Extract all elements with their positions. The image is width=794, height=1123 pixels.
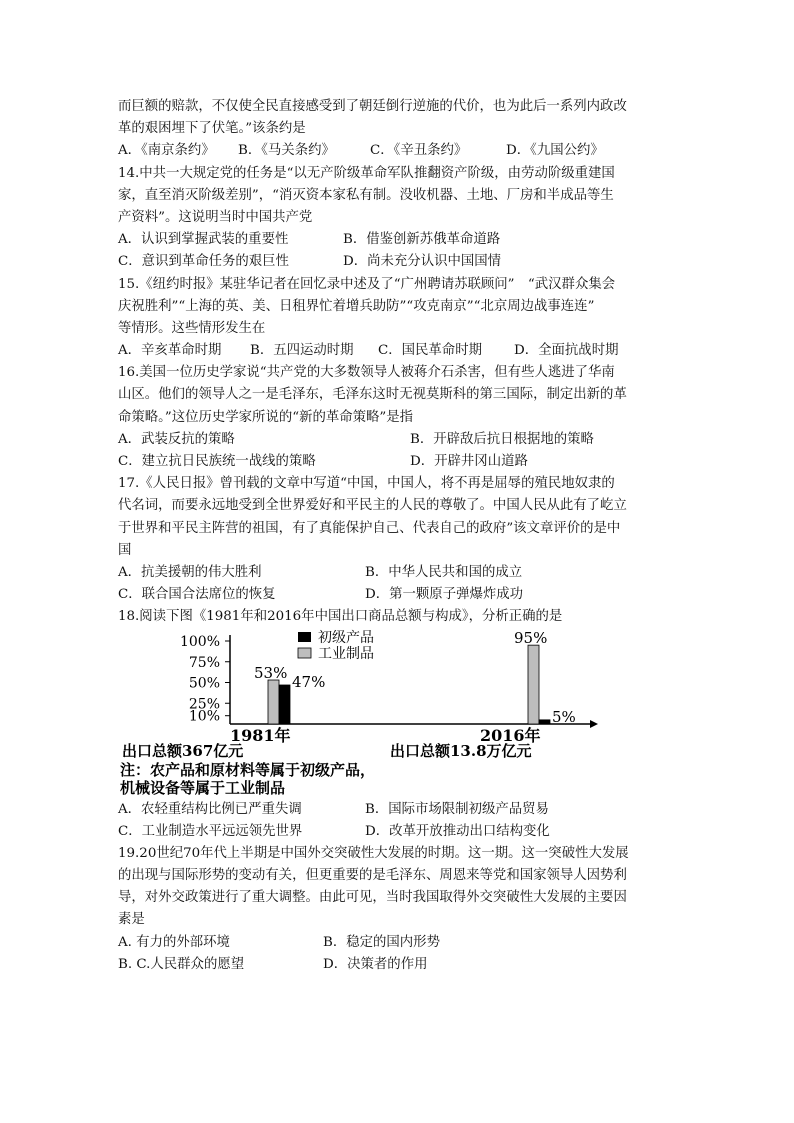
total-1981: 出口总额367亿元 (122, 741, 244, 760)
text-line: 而巨额的赔款，不仅使全民直接感受到了朝廷倒行逆施的代价，也为此后一系列内政改 (118, 99, 627, 114)
bar-value-label: 53% (254, 663, 288, 682)
y-tick-label: 100% (179, 633, 220, 650)
text-line: 产资料”。这说明当时中国共产党 (118, 209, 313, 225)
option-a: A．《南京条约》 (118, 143, 215, 159)
text-line: 18.阅读下图《1981年和2016年中国出口商品总额与构成》，分析正确的是 (118, 609, 563, 625)
y-tick-label: 10% (188, 708, 220, 725)
option-b: B．借鉴创新苏俄革命道路 (343, 232, 501, 248)
question-16-options-row2 (118, 451, 683, 473)
text-line: 等情形。这些情形发生在 (118, 320, 266, 336)
bar-primary-1 (539, 719, 550, 723)
option-d: D．开辟井冈山道路 (410, 454, 528, 469)
question-14-options-row1 (118, 229, 683, 251)
option-a: A．武装反抗的策略 (118, 431, 235, 447)
chart-note-line-2: 机械设备等属于工业制品 (120, 778, 286, 797)
x-category-label: 2016年 (480, 725, 541, 745)
option-c: C．意识到革命任务的艰巨性 (118, 254, 289, 270)
question-18-options-row2 (118, 821, 683, 843)
option-a: A．农轻重结构比例已严重失调 (118, 801, 302, 817)
option-a: A．辛亥革命时期 (118, 343, 222, 359)
question-17-stem (118, 473, 683, 562)
bar-value-label: 5% (552, 707, 576, 726)
question-17-options-row2 (118, 584, 683, 606)
text-line: 命策略。”这位历史学家所说的“新的革命策略”是指 (118, 409, 414, 425)
option-d: D．《九国公约》 (506, 143, 604, 159)
total-2016: 出口总额13.8万亿元 (390, 741, 532, 760)
text-line: 于世界和平民主阵营的祖国，有了真能保护自己、代表自己的政府”该文章评价的是中 (118, 520, 621, 536)
text-line: 国 (118, 542, 132, 558)
option-a: A．认识到掌握武装的重要性 (118, 232, 289, 248)
question-13-options (118, 140, 683, 162)
question-18-options-row1 (118, 799, 683, 821)
bar-industrial-1 (528, 645, 539, 724)
option-d: D．改革开放推动出口结构变化 (365, 823, 550, 839)
question-16-options-row1 (118, 429, 683, 451)
legend-swatch-primary (298, 632, 311, 642)
option-d: D．全面抗战时期 (514, 343, 619, 359)
bar-primary-0 (279, 684, 290, 723)
text-line: 家，直至消灭阶级差别”，“消灭资本家私有制。没收机器、土地、厂房和半成品等生 (118, 187, 614, 203)
question-17-options-row1 (118, 562, 683, 584)
option-d: D．第一颗原子弹爆炸成功 (365, 587, 524, 603)
option-c: C．《辛丑条约》 (370, 143, 468, 159)
legend-label-primary: 初级产品 (318, 629, 374, 646)
text-line: 素是 (118, 912, 145, 928)
option-c: C．工业制造水平远远领先世界 (118, 823, 303, 839)
question-18-stem (118, 606, 683, 628)
option-d: D．尚未充分认识中国国情 (343, 254, 502, 270)
bar-value-label: 95% (514, 628, 548, 647)
y-tick-label: 50% (188, 675, 220, 691)
text-line: 庆祝胜利”“上海的英、美、日租界忙着增兵助防”“攻克南京”“北京周边战事连连” (118, 298, 595, 314)
y-tick-label: 75% (188, 654, 220, 671)
question-16-stem (118, 362, 683, 429)
text-line: 17.《人民日报》曾刊载的文章中写道“中国，中国人，将不再是屈辱的殖民地奴隶的 (118, 476, 615, 492)
option-b: B．稳定的国内形势 (323, 934, 440, 950)
question-14-stem (118, 163, 683, 230)
question-19-stem (118, 843, 683, 932)
bar-industrial-0 (268, 680, 279, 724)
option-d: D．决策者的作用 (323, 956, 428, 972)
option-b: B．中华人民共和国的成立 (365, 564, 523, 580)
text-line: 代名词，而要永远地受到全世界爱好和平民主的人民的尊敬了。中国人民从此有了屹立 (118, 498, 627, 514)
option-b: B．《马关条约》 (238, 143, 335, 159)
option-a: A. 有力的外部环境 (118, 934, 230, 950)
chart-note-line-1: 注：农产品和原材料等属于初级产品， (120, 760, 376, 779)
option-c: C．联合国合法席位的恢复 (118, 587, 276, 603)
option-c: B. C.人民群众的愿望 (118, 956, 245, 972)
option-a: A．抗美援朝的伟大胜利 (118, 564, 262, 580)
exam-page (118, 96, 683, 976)
text-line: 革的艰困埋下了伏笔。”该条约是 (118, 121, 306, 137)
question-19-options-row1 (118, 932, 683, 954)
legend-swatch-industrial (298, 648, 311, 658)
text-line: 导，对外交政策进行了重大调整。由此可见，当时我国取得外交突破性大发展的主要因 (118, 890, 627, 906)
text-line: 19.20世纪70年代上半期是中国外交突破性大发展的时期。这一期。这一突破性大发展 (118, 845, 629, 861)
legend-label-industrial: 工业制品 (318, 645, 374, 662)
text-line: 山区。他们的领导人之一是毛泽东，毛泽东这时无视莫斯科的第三国际，制定出新的革 (118, 387, 627, 403)
question-14-options-row2 (118, 251, 683, 273)
export-chart (118, 629, 683, 799)
option-b: B．五四运动时期 (250, 343, 354, 359)
question-13-stem (118, 96, 683, 140)
bar-value-label: 47% (292, 672, 326, 691)
option-c: C．建立抗日民族统一战线的策略 (118, 454, 316, 469)
option-b: B．国际市场限制初级产品贸易 (365, 801, 549, 817)
x-axis-arrow (590, 720, 598, 728)
x-category-label: 1981年 (230, 725, 291, 745)
option-c: C．国民革命时期 (378, 343, 482, 359)
option-b: B．开辟敌后抗日根据地的策略 (410, 431, 594, 447)
text-line: 15.《纽约时报》某驻华记者在回忆录中述及了“广州聘请苏联顾问” “武汉群众集会 (118, 276, 616, 292)
question-19-options-row2 (118, 954, 683, 976)
text-line: 14.中共一大规定党的任务是“以无产阶级革命军队推翻资产阶级，由劳动阶级重建国 (118, 165, 615, 181)
text-line: 的出现与国际形势的变动有关，但更重要的是毛泽东、周恩来等党和国家领导人因势利 (118, 868, 627, 884)
question-15-stem (118, 274, 683, 341)
text-line: 16.美国一位历史学家说“共产党的大多数领导人被蒋介石杀害，但有些人逃进了华南 (118, 365, 615, 381)
question-15-options (118, 340, 683, 362)
export-chart-svg (118, 629, 683, 799)
y-tick-label: 25% (188, 695, 220, 712)
